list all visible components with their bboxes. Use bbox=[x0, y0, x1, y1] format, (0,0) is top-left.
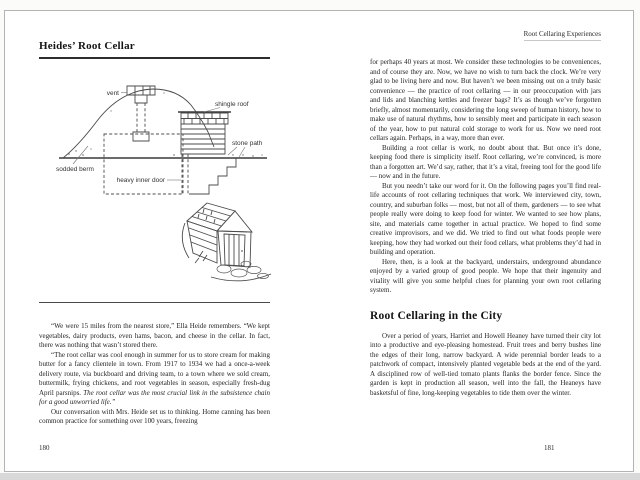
entrance-structure bbox=[178, 112, 231, 154]
left-page-text bbox=[39, 322, 270, 427]
berm-mound-outline bbox=[63, 89, 214, 158]
root-cellar-diagram bbox=[31, 81, 323, 309]
right-paragraph-3: But you needn’t take our word for it. On the following pages you’ll find real-life accounts of root cellaring techniques that work. We interviewed city, town, country, and suburban folks — most, but not all of them, gardeners — to see what people really were doing to keep food for winter. We wanted to see how plans, site, and materials came together in actual practice. We hoped to find some creative improvisors, and we did. We tried to find out what foods people were keeping, how they had worked out their food cellars, what problems they’d had in building and operation. bbox=[370, 181, 601, 256]
sodded-berm-label: sodded berm bbox=[56, 166, 94, 173]
bottom-shadow-band bbox=[0, 473, 640, 480]
stone-path-label: stone path bbox=[232, 140, 263, 147]
shingle-roof-label: shingle roof bbox=[215, 101, 249, 108]
section-heading: Root Cellaring in the City bbox=[370, 309, 503, 322]
root-cellar-entrance-illustration bbox=[182, 203, 271, 281]
left-paragraph-2-normal: “The root cellar was cool enough in summer for us to store cream for making butter for a fancy clientele in town. From 1917 to 1934 we had a once-a-week delivery route, via buckboard and driving team, to a town where we sold cream, buttermilk, frying chickens, and root vegetables in season, especially fresh-dug April parsnips. bbox=[39, 350, 270, 397]
right-page-text bbox=[370, 58, 601, 398]
left-page-heading: Heides’ Root Cellar bbox=[39, 40, 135, 52]
page-frame bbox=[4, 10, 634, 472]
running-head bbox=[370, 30, 601, 41]
left-paragraph-2-italic: The root cellar was the most crucial link in the subsistence chain for a good unworried life.” bbox=[39, 388, 271, 406]
entry-steps bbox=[189, 158, 236, 194]
right-paragraph-4: Here, then, is a look at the backyard, understairs, underground abundance enjoyed by a varied group of good people. We hope that their ingenuity and vitality will give you some helpful clues for planning your own root cellaring system. bbox=[370, 257, 601, 294]
right-paragraph-2: Building a root cellar is work, no doubt about that. But once it’s done, keeping food there is simplicity itself. Root cellaring, we’re convinced, is more than a forgotten art. We’d say, rather, that it’s a vital, freeing tool for the good life — now and in the future. bbox=[370, 143, 601, 180]
page-number-left: 180 bbox=[39, 444, 50, 452]
left-paragraph-2 bbox=[39, 351, 270, 408]
page-number-right: 181 bbox=[544, 444, 555, 452]
heavy-inner-door-label: heavy inner door bbox=[116, 177, 165, 184]
diagram-labels bbox=[56, 90, 263, 184]
right-section-paragraph-1: Over a period of years, Harriet and Howell Heaney have turned their city lot into a productive and eye-pleasing homestead. Fruit trees and berry bushes line the edges of their long, narrow backyard. A wide perennial border leads to a patchwork of compact, intensively planted vegetable beds at the end of the yard. A disciplined row of well-tied tomato plants flanks the border fence. Since the garden is kept in production all season, well into the fall, the Heaneys have basketsful of fine, long-keeping vegetables to tide them over the winter. bbox=[370, 331, 601, 397]
running-head-text: Root Cellaring Experiences bbox=[524, 30, 601, 41]
vent-structure bbox=[127, 86, 155, 141]
left-paragraph-1: “We were 15 miles from the nearest store,” Ella Heide remembers. “We kept vegetables, dairy products, even hams, bacon, and cheese in the cellar. In fact, there was nothing that wasn’t stored there. bbox=[39, 322, 270, 349]
right-paragraph-1: for perhaps 40 years at most. We consider these technologies to be conveniences, and of course they are. Now, we have no wish to turn back the clock. We’re very glad to be living here and now. But haven’t we been missing out on a truly basic convenience — the practice of root cellaring — in our preoccupation with jars and lids and blanching kettles and freezer bags? It’s as though we’ve forgotten briefly, almost momentarily, considering the long sweep of human history, how to make use of natural rhythms, how to sensibly meet and participate in each season of the year, how to put natural cold storage to work for us. Now we need root cellars again. Perhaps, in a way, more than ever. bbox=[370, 58, 601, 142]
left-paragraph-3: Our conversation with Mrs. Heide set us to thinking. Home canning has been common practice for something over 100 years, freezing bbox=[39, 407, 270, 425]
figure-divider-rule bbox=[39, 302, 270, 303]
cellar-room-outline bbox=[104, 134, 183, 194]
heading-rule bbox=[39, 57, 270, 59]
vent-label: vent bbox=[106, 90, 119, 97]
